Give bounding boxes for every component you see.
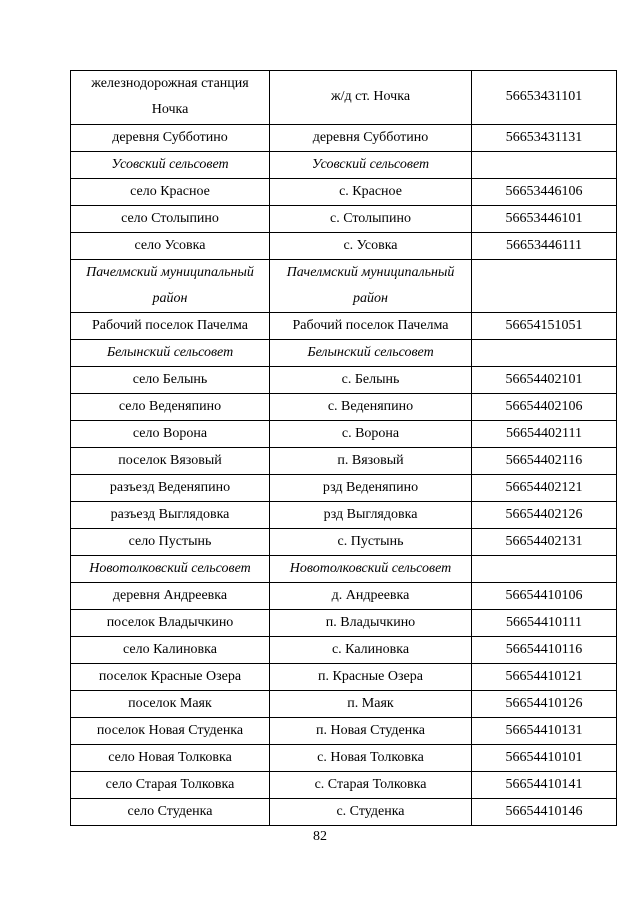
- settlement-name-cell: село Белынь: [71, 367, 270, 394]
- page-number: 82: [313, 829, 327, 844]
- table-row: [71, 745, 617, 772]
- settlement-name-cell: село Новая Толковка: [71, 745, 270, 772]
- group-short-name-cell: Пачелмский муниципальный район: [270, 259, 472, 313]
- table-row: [71, 205, 617, 232]
- group-code-cell: [472, 151, 617, 178]
- settlement-name-cell: село Пустынь: [71, 529, 270, 556]
- settlement-short-name-cell: с. Пустынь: [270, 529, 472, 556]
- settlement-name-cell: село Столыпино: [71, 205, 270, 232]
- oktmo-code-cell: 56654410121: [472, 664, 617, 691]
- table-row: [71, 610, 617, 637]
- group-name-cell: Пачелмский муниципальный район: [71, 259, 270, 313]
- settlement-short-name-cell: ж/д ст. Ночка: [270, 71, 472, 125]
- table-row: [71, 232, 617, 259]
- oktmo-code-cell: 56654410106: [472, 583, 617, 610]
- settlement-short-name-cell: с. Калиновка: [270, 637, 472, 664]
- table-row: [71, 71, 617, 125]
- oktmo-code-cell: 56654402106: [472, 394, 617, 421]
- settlement-short-name-cell: с. Усовка: [270, 232, 472, 259]
- oktmo-code-cell: 56654402111: [472, 421, 617, 448]
- table-row: [71, 448, 617, 475]
- oktmo-code-cell: 56654410141: [472, 772, 617, 799]
- group-short-name-cell: Усовский сельсовет: [270, 151, 472, 178]
- group-short-name-cell: Белынский сельсовет: [270, 340, 472, 367]
- settlement-name-cell: разъезд Веденяпино: [71, 475, 270, 502]
- table-row: [71, 394, 617, 421]
- settlement-name-cell: село Калиновка: [71, 637, 270, 664]
- settlement-short-name-cell: с. Ворона: [270, 421, 472, 448]
- settlement-short-name-cell: с. Старая Толковка: [270, 772, 472, 799]
- settlement-name-cell: село Студенка: [71, 799, 270, 826]
- group-header-row: [71, 556, 617, 583]
- oktmo-code-cell: 56654402116: [472, 448, 617, 475]
- settlement-short-name-cell: Рабочий поселок Пачелма: [270, 313, 472, 340]
- oktmo-code-cell: 56654402126: [472, 502, 617, 529]
- oktmo-code-cell: 56653446101: [472, 205, 617, 232]
- oktmo-code-cell: 56653446106: [472, 178, 617, 205]
- oktmo-code-cell: 56653431131: [472, 124, 617, 151]
- table-row: [71, 637, 617, 664]
- oktmo-code-cell: 56654402121: [472, 475, 617, 502]
- settlement-short-name-cell: деревня Субботино: [270, 124, 472, 151]
- settlement-short-name-cell: п. Владычкино: [270, 610, 472, 637]
- group-header-row: [71, 151, 617, 178]
- table-row: [71, 664, 617, 691]
- settlement-name-cell: село Ворона: [71, 421, 270, 448]
- oktmo-code-cell: 56654410116: [472, 637, 617, 664]
- oktmo-code-cell: 56654410131: [472, 718, 617, 745]
- table-row: [71, 799, 617, 826]
- oktmo-code-cell: 56654410101: [472, 745, 617, 772]
- table-row: [71, 772, 617, 799]
- table-row: [71, 583, 617, 610]
- oktmo-code-cell: 56654402101: [472, 367, 617, 394]
- table-row: [71, 475, 617, 502]
- settlement-short-name-cell: с. Столыпино: [270, 205, 472, 232]
- settlement-short-name-cell: п. Красные Озера: [270, 664, 472, 691]
- oktmo-code-cell: 56654151051: [472, 313, 617, 340]
- settlement-short-name-cell: с. Белынь: [270, 367, 472, 394]
- settlement-short-name-cell: с. Веденяпино: [270, 394, 472, 421]
- settlement-name-cell: село Усовка: [71, 232, 270, 259]
- settlement-short-name-cell: с. Красное: [270, 178, 472, 205]
- settlement-short-name-cell: п. Маяк: [270, 691, 472, 718]
- settlement-name-cell: поселок Новая Студенка: [71, 718, 270, 745]
- settlement-name-cell: поселок Красные Озера: [71, 664, 270, 691]
- table-row: [71, 124, 617, 151]
- table-row: [71, 718, 617, 745]
- settlement-short-name-cell: рзд Выглядовка: [270, 502, 472, 529]
- settlement-name-cell: поселок Маяк: [71, 691, 270, 718]
- oktmo-code-cell: 56654410146: [472, 799, 617, 826]
- settlement-short-name-cell: п. Новая Студенка: [270, 718, 472, 745]
- settlements-table-body: [71, 71, 617, 826]
- oktmo-code-cell: 56654402131: [472, 529, 617, 556]
- settlement-name-cell: Рабочий поселок Пачелма: [71, 313, 270, 340]
- group-short-name-cell: Новотолковский сельсовет: [270, 556, 472, 583]
- settlement-name-cell: поселок Вязовый: [71, 448, 270, 475]
- settlement-short-name-cell: п. Вязовый: [270, 448, 472, 475]
- settlement-name-cell: село Старая Толковка: [71, 772, 270, 799]
- group-name-cell: Белынский сельсовет: [71, 340, 270, 367]
- settlement-name-cell: поселок Владычкино: [71, 610, 270, 637]
- table-row: [71, 421, 617, 448]
- group-header-row: [71, 340, 617, 367]
- oktmo-code-cell: 56654410111: [472, 610, 617, 637]
- settlement-short-name-cell: с. Студенка: [270, 799, 472, 826]
- table-row: [71, 691, 617, 718]
- settlement-name-cell: село Веденяпино: [71, 394, 270, 421]
- settlement-name-cell: деревня Субботино: [71, 124, 270, 151]
- settlement-name-cell: разъезд Выглядовка: [71, 502, 270, 529]
- oktmo-code-cell: 56653431101: [472, 71, 617, 125]
- oktmo-code-cell: 56654410126: [472, 691, 617, 718]
- group-name-cell: Новотолковский сельсовет: [71, 556, 270, 583]
- group-name-cell: Усовский сельсовет: [71, 151, 270, 178]
- table-row: [71, 313, 617, 340]
- settlement-short-name-cell: с. Новая Толковка: [270, 745, 472, 772]
- table-row: [71, 178, 617, 205]
- group-code-cell: [472, 340, 617, 367]
- table-row: [71, 502, 617, 529]
- settlement-name-cell: железнодорожная станция Ночка: [71, 71, 270, 125]
- settlement-name-cell: деревня Андреевка: [71, 583, 270, 610]
- table-row: [71, 529, 617, 556]
- group-code-cell: [472, 556, 617, 583]
- settlements-table: [70, 70, 617, 826]
- group-header-row: [71, 259, 617, 313]
- table-row: [71, 367, 617, 394]
- settlement-name-cell: село Красное: [71, 178, 270, 205]
- settlement-short-name-cell: рзд Веденяпино: [270, 475, 472, 502]
- group-code-cell: [472, 259, 617, 313]
- settlement-short-name-cell: д. Андреевка: [270, 583, 472, 610]
- oktmo-code-cell: 56653446111: [472, 232, 617, 259]
